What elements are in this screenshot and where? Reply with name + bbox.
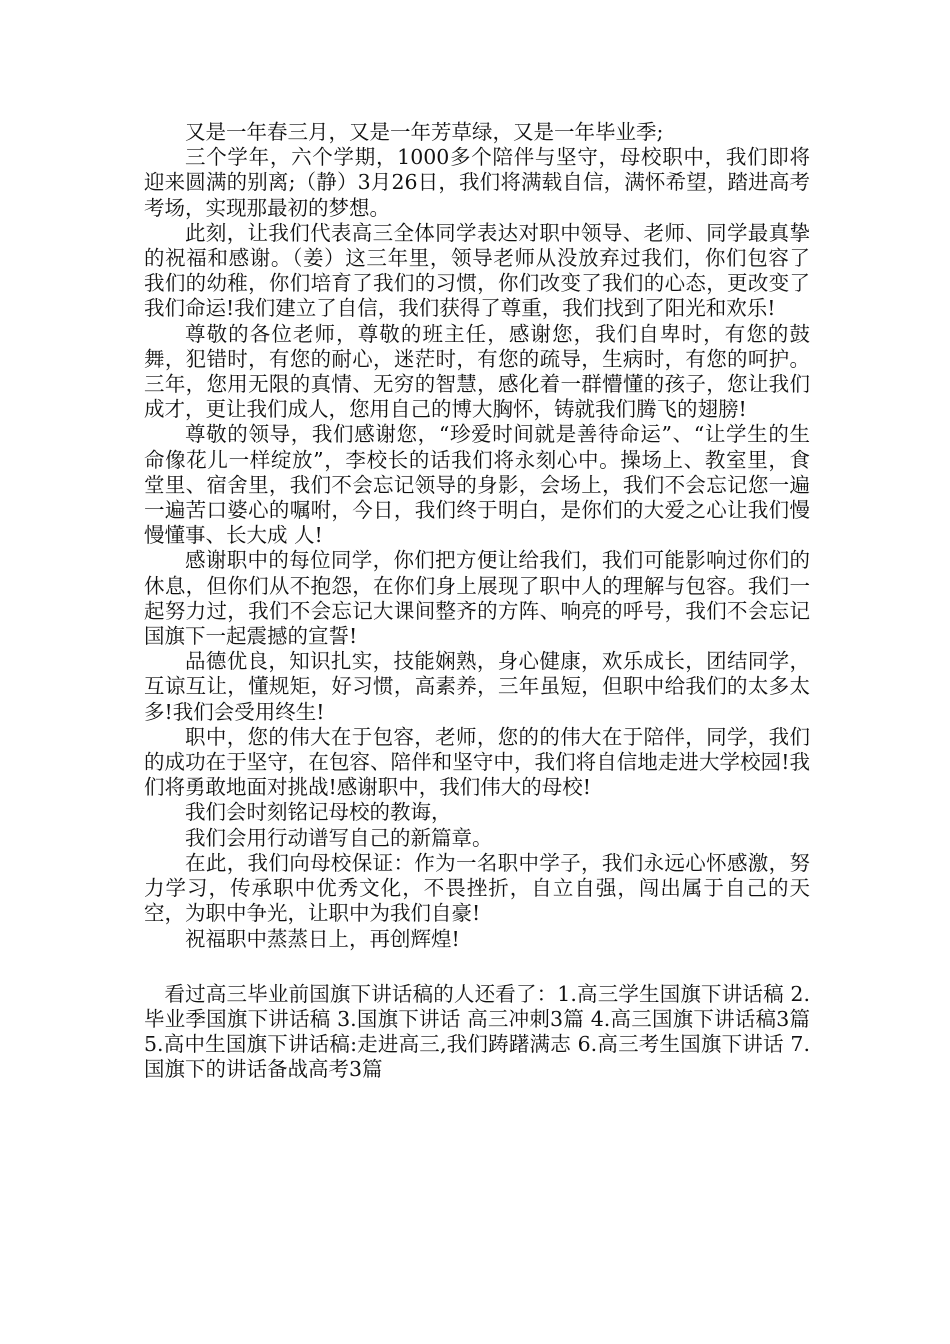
paragraph: 在此，我们向母校保证：作为一名职中学子，我们永远心怀感激，努力学习，传承职中优秀文化，不畏挫折，自立自强，闯出属于自己的天空，为职中争光，让职中为我们自豪! bbox=[144, 850, 810, 926]
paragraph: 祝福职中蒸蒸日上，再创辉煌! bbox=[185, 926, 460, 951]
paragraph: 尊敬的各位老师，尊敬的班主任，感谢您，我们自卑时，有您的鼓舞，犯错时，有您的耐心，迷茫时，有您的疏导，生病时，有您的呵护。三年，您用无限的真情、无穷的智慧，感化着一群懵懂的孩子，您让我们成才，更让我们成人，您用自己的博大胸怀，铸就我们腾飞的翅膀! bbox=[144, 321, 810, 422]
paragraph: 尊敬的领导，我们感谢您，“珍爱时间就是善待命运”、“让学生的生命像花儿一样绽放”，李校长的话我们将永刻心中。操场上、教室里，食堂里、宿舍里，我们不会忘记领导的身影，会场上，我们不会忘记您一遍一遍苦口婆心的嘱咐，今日，我们终于明白，是你们的大爱之心让我们慢慢懂事、长大成 人! bbox=[144, 422, 810, 548]
related-articles: 看过高三毕业前国旗下讲话稿的人还看了：1.高三学生国旗下讲话稿 2.毕业季国旗下讲话稿 3.国旗下讲话 高三冲刺3篇 4.高三国旗下讲话稿3篇 5.高中生国旗下讲话稿:走进高三,我们踌躇满志 6.高三考生国旗下讲话 7.国旗下的讲话备战高考3篇 bbox=[144, 981, 810, 1082]
paragraph: 职中，您的伟大在于包容，老师，您的的伟大在于陪伴，同学，我们的成功在于坚守，在包容、陪伴和坚守中，我们将自信地走进大学校园!我们将勇敢地面对挑战!感谢职中，我们伟大的母校! bbox=[144, 724, 810, 800]
paragraph: 我们会时刻铭记母校的教诲， bbox=[185, 800, 452, 825]
paragraph: 我们会用行动谱写自己的新篇章。 bbox=[185, 825, 493, 850]
paragraph-gap bbox=[144, 952, 810, 982]
paragraph: 感谢职中的每位同学，你们把方便让给我们，我们可能影响过你们的休息，但你们从不抱怨，在你们身上展现了职中人的理解与包容。我们一起努力过，我们不会忘记大课间整齐的方阵、响亮的呼号，我们不会忘记国旗下一起震撼的宣誓! bbox=[144, 548, 810, 649]
paragraph: 此刻，让我们代表高三全体同学表达对职中领导、老师、同学最真挚的祝福和感谢。（姜）这三年里，领导老师从没放弃过我们，你们包容了我们的幼稚，你们培育了我们的习惯，你们改变了我们的心态，更改变了我们命运!我们建立了自信，我们获得了尊重，我们找到了阳光和欢乐! bbox=[144, 220, 810, 321]
paragraph: 三个学年，六个学期，1000多个陪伴与坚守，母校职中，我们即将迎来圆满的别离;（静）3月26日，我们将满载自信，满怀希望，踏进高考考场，实现那最初的梦想。 bbox=[144, 145, 810, 220]
document-body bbox=[144, 120, 810, 1083]
paragraph: 又是一年春三月，又是一年芳草绿，又是一年毕业季; bbox=[185, 120, 664, 144]
paragraph: 品德优良，知识扎实，技能娴熟，身心健康，欢乐成长，团结同学，互谅互让，懂规矩，好习惯，高素养，三年虽短，但职中给我们的太多太多!我们会受用终生! bbox=[144, 649, 810, 724]
